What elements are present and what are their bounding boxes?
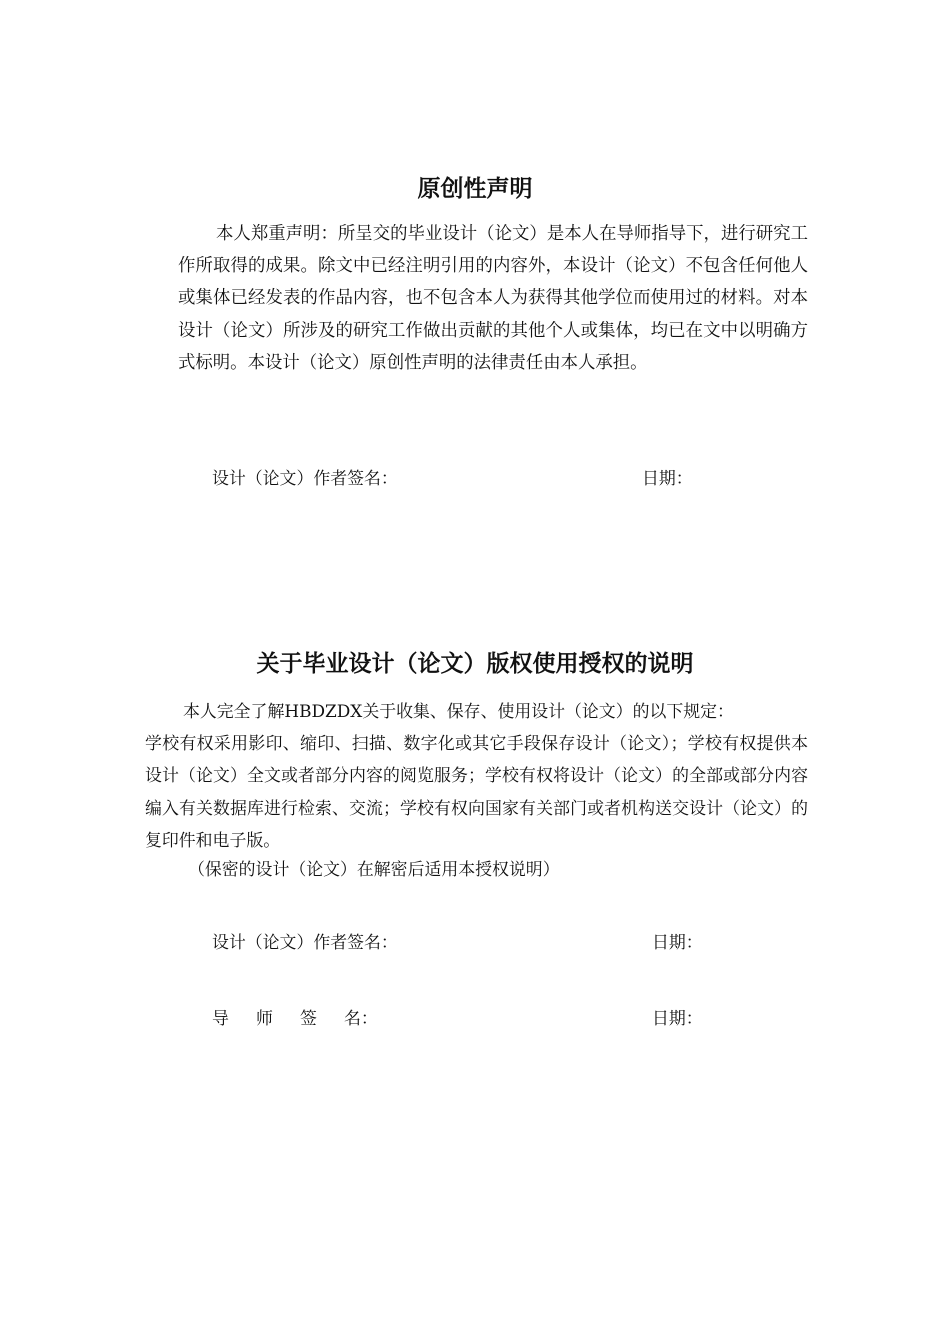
copyright-paragraph	[145, 695, 808, 856]
advisor-signature-char: 导	[212, 1008, 229, 1028]
originality-paragraph: 本人郑重声明：所呈交的毕业设计（论文）是本人在导师指导下，进行研究工作所取得的成果。除文中已经注明引用的内容外，本设计（论文）不包含任何他人或集体已经发表的作品内容，也不包含本人为获得其他学位而使用过的材料。对本设计（论文）所涉及的研究工作做出贡献的其他个人或集体，均已在文中以明确方式标明。本设计（论文）原创性声明的法律责任由本人承担。	[178, 224, 808, 373]
originality-title: 原创性声明	[417, 176, 533, 202]
advisor-signature-label	[212, 1006, 378, 1030]
copyright-author-date-label: 日期：	[652, 932, 703, 952]
copyright-paragraph-body: 学校有权采用影印、缩印、扫描、数字化或其它手段保存设计（论文）；学校有权提供本设计（论文）全文或者部分内容的阅览服务；学校有权将设计（论文）的全部或部分内容编入有关数据库进行检索、交流；学校有权向国家有关部门或者机构送交设计（论文）的复印件和电子版。	[145, 733, 808, 850]
copyright-author-signature-label: 设计（论文）作者签名：	[212, 932, 398, 952]
author-signature-label: 设计（论文）作者签名：	[212, 468, 398, 488]
copyright-paragraph-intro: 本人完全了解HBDZDX关于收集、保存、使用设计（论文）的以下规定：	[183, 701, 734, 721]
advisor-signature-char: 签	[300, 1008, 317, 1028]
advisor-signature-char: 名：	[344, 1008, 378, 1028]
advisor-date-label: 日期：	[652, 1008, 703, 1028]
author-date-label: 日期：	[642, 468, 693, 488]
copyright-title: 关于毕业设计（论文）版权使用授权的说明	[256, 651, 694, 677]
confidential-note: （保密的设计（论文）在解密后适用本授权说明）	[188, 859, 560, 879]
advisor-signature-char: 师	[256, 1008, 273, 1028]
